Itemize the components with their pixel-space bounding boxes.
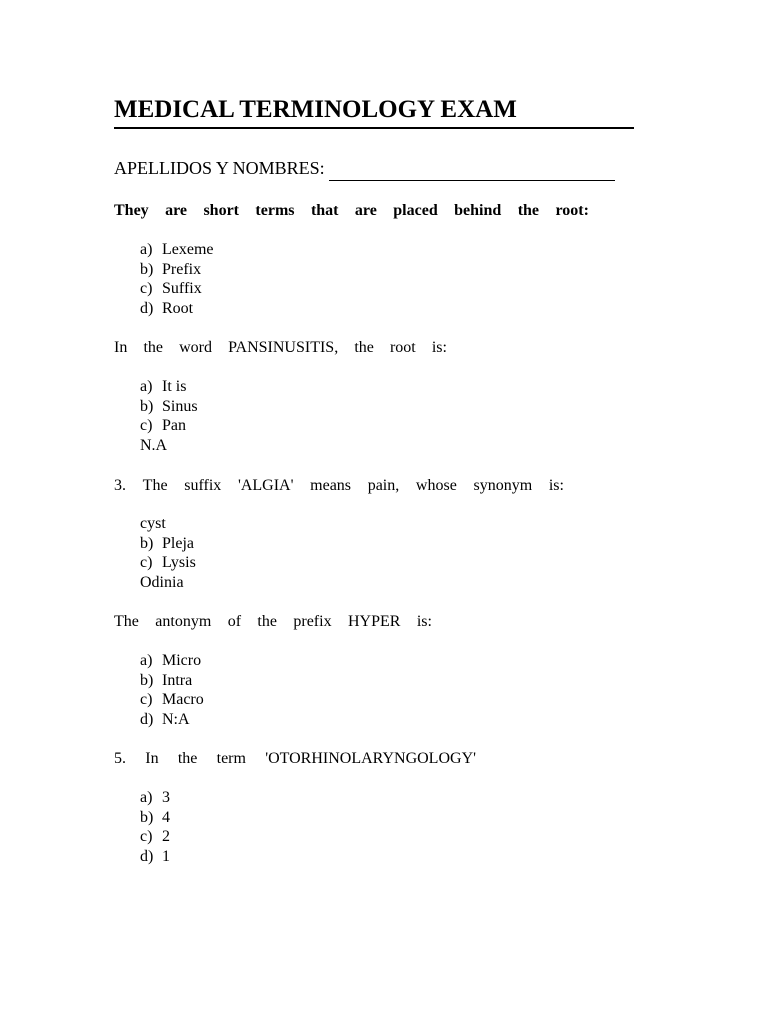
- word: 'OTORHINOLARYNGOLOGY': [265, 750, 476, 767]
- word: The: [142, 477, 168, 494]
- word: 3.: [114, 477, 126, 494]
- option: c) Suffix: [140, 280, 202, 298]
- word: suffix: [184, 477, 222, 494]
- name-row: [114, 155, 615, 181]
- word: short: [203, 202, 239, 219]
- word: root:: [555, 202, 589, 219]
- word: terms: [255, 202, 295, 219]
- word: 5.: [114, 750, 126, 767]
- option: a) 3: [140, 789, 170, 806]
- word: synonym: [473, 477, 533, 494]
- option: d) Root: [140, 300, 194, 318]
- word: the: [354, 339, 374, 356]
- word: PANSINUSITIS,: [228, 339, 339, 356]
- word: means: [310, 477, 352, 494]
- word: 'ALGIA': [237, 477, 294, 494]
- word: In: [145, 750, 159, 767]
- word: is:: [431, 339, 447, 356]
- word: the: [143, 339, 163, 356]
- option: a) Micro: [140, 652, 202, 669]
- question-5-options: [140, 788, 170, 867]
- word: placed: [393, 202, 438, 219]
- word: word: [179, 339, 212, 356]
- question-3-options: [140, 514, 196, 593]
- option: c) Lysis: [140, 554, 196, 572]
- question-3-text: [114, 476, 564, 496]
- name-blank-line: [329, 160, 615, 181]
- word: root: [389, 339, 416, 356]
- word: the: [257, 613, 277, 630]
- question-2-text: [114, 338, 447, 358]
- option: d) N:A: [140, 711, 190, 729]
- option: b) Prefix: [140, 260, 202, 278]
- option: c) Macro: [140, 691, 204, 709]
- option: d) 1: [140, 848, 170, 866]
- option: a) Lexeme: [140, 241, 214, 258]
- question-1-options: [140, 240, 214, 319]
- option: b) Intra: [140, 671, 193, 689]
- name-label: APELLIDOS Y NOMBRES:: [114, 158, 325, 178]
- option: b) 4: [140, 808, 170, 826]
- word: of: [227, 613, 242, 630]
- question-1: [114, 201, 589, 221]
- word: They: [114, 202, 149, 219]
- word: that: [310, 202, 339, 219]
- exam-title: MEDICAL TERMINOLOGY EXAM: [114, 93, 634, 129]
- question-3: [114, 476, 564, 496]
- word: whose: [415, 477, 457, 494]
- option: b) Sinus: [140, 397, 198, 415]
- question-4-options: [140, 651, 204, 730]
- word: are: [354, 202, 377, 219]
- question-5-text: [114, 749, 476, 769]
- word: behind: [454, 202, 502, 219]
- word: The: [114, 613, 139, 630]
- option: cyst: [140, 515, 166, 532]
- word: antonym: [155, 613, 212, 630]
- question-2: [114, 338, 447, 358]
- option: N.A: [140, 437, 168, 455]
- question-4-text: [114, 612, 432, 632]
- question-5: [114, 749, 476, 769]
- question-4: [114, 612, 432, 632]
- option: Odinia: [140, 574, 184, 592]
- option: c) 2: [140, 828, 170, 846]
- option: c) Pan: [140, 417, 186, 435]
- option: b) Pleja: [140, 534, 194, 552]
- word: pain,: [367, 477, 400, 494]
- question-1-text: [114, 201, 589, 221]
- word: prefix: [293, 613, 332, 630]
- word: term: [216, 750, 246, 767]
- word: HYPER: [347, 613, 401, 630]
- word: is:: [416, 613, 432, 630]
- question-2-options: [140, 377, 198, 456]
- word: the: [517, 202, 540, 219]
- word: are: [165, 202, 188, 219]
- word: the: [177, 750, 198, 767]
- word: In: [114, 339, 128, 356]
- option: a) It is: [140, 378, 187, 395]
- word: is:: [548, 477, 564, 494]
